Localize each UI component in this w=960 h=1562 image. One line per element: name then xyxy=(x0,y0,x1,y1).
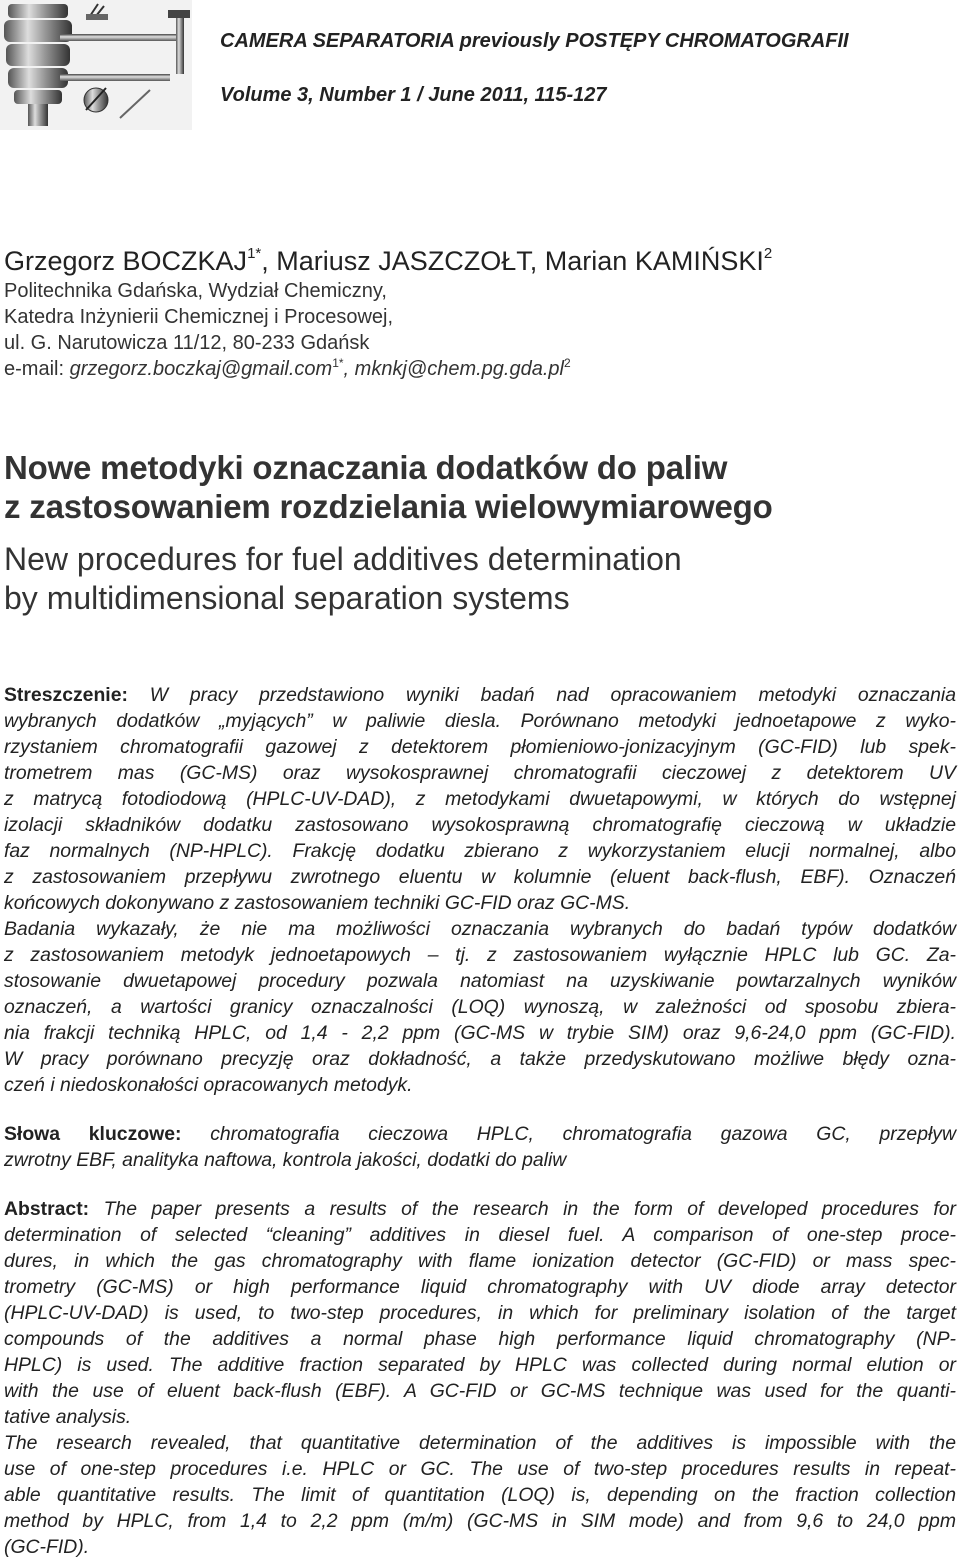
line-text: (HPLC-UV-DAD) is used, to two-step procedures, in which for preliminary isolation of the target xyxy=(4,1302,956,1324)
email-separator: , xyxy=(343,358,355,380)
line-text: compounds of the additives a normal phase high performance liquid chromatography (NP- xyxy=(4,1328,956,1350)
email-label: e-mail: xyxy=(4,358,70,380)
line-text: tative analysis. xyxy=(4,1406,132,1428)
paragraph-line xyxy=(4,1121,956,1147)
paragraph-line xyxy=(4,890,956,916)
email-sup: 1* xyxy=(332,356,344,370)
paragraph-line xyxy=(4,1020,956,1046)
paragraph-line xyxy=(4,708,956,734)
paragraph-line xyxy=(4,1430,956,1456)
title-line: New procedures for fuel additives determination xyxy=(4,541,682,577)
line-text: czeń i niedoskonałości opracowanych metodyk. xyxy=(4,1074,413,1096)
paragraph-line xyxy=(4,786,956,812)
authors-line xyxy=(4,244,954,278)
line-text: zwrotny EBF, analityka naftowa, kontrola jakości, dodatki do paliw xyxy=(4,1149,567,1171)
author-name: Grzegorz BOCZKAJ xyxy=(4,246,248,276)
paragraph-line xyxy=(4,1046,956,1072)
paragraph-line xyxy=(4,1274,956,1300)
line-text: (GC-FID). xyxy=(4,1536,90,1558)
line-text: chromatografia cieczowa HPLC, chromatografia gazowa GC, przepływ xyxy=(210,1123,956,1145)
title-english xyxy=(4,540,956,618)
line-text: nia frakcji techniką HPLC, od 1,4 - 2,2 ppm (GC-MS w trybie SIM) oraz 9,6-24,0 ppm (GC-FID). xyxy=(4,1022,956,1044)
paragraph-line xyxy=(4,1508,956,1534)
title-polish xyxy=(4,448,956,526)
title-line: Nowe metodyki oznaczania dodatków do paliw xyxy=(4,449,728,486)
email-line xyxy=(4,356,954,382)
affiliation-line: ul. G. Narutowicza 11/12, 80-233 Gdańsk xyxy=(4,332,370,354)
paragraph-line xyxy=(4,916,956,942)
line-text: wybranych dodatków „myjących” w paliwie diesla. Porównano metodyki jednoetapowe z wyko- xyxy=(4,710,956,732)
paragraph-line xyxy=(4,1196,956,1222)
paragraph-line xyxy=(4,1300,956,1326)
line-text: stosowanie dwuetapowej procedury pozwala natomiast na uzyskiwanie powtarzalnych wyników xyxy=(4,970,956,992)
paragraph-line xyxy=(4,1072,956,1098)
email-link[interactable]: grzegorz.boczkaj@gmail.com xyxy=(69,358,333,380)
line-text: izolacji składników dodatku zastosowano wysokosprawną chromatografię cieczową w układzie xyxy=(4,814,956,836)
paragraph-line xyxy=(4,812,956,838)
paragraph-line xyxy=(4,838,956,864)
line-text: determination of selected “cleaning” additives in diesel fuel. A comparison of one-step proce- xyxy=(4,1224,956,1246)
line-text: z zastosowaniem metodyk jednoetapowych – tj. z zastosowaniem wyłącznie HPLC lub GC. Za- xyxy=(4,944,956,966)
journal-name: CAMERA SEPARATORIA previously POSTĘPY CHROMATOGRAFII xyxy=(220,30,849,52)
journal-volume: Volume 3, Number 1 / June 2011, 115-127 xyxy=(220,84,607,106)
paragraph-line xyxy=(4,1456,956,1482)
line-text: able quantitative results. The limit of quantitation (LOQ) is, depending on the fraction collection xyxy=(4,1484,956,1506)
paragraph-line xyxy=(4,1147,956,1173)
line-text: oznaczeń, a wartości granicy oznaczalności (LOQ) wynoszą, w zależności od sposobu zbiera- xyxy=(4,996,956,1018)
abstract-section xyxy=(4,1196,956,1560)
affiliation-line: Katedra Inżynierii Chemicznej i Procesowej, xyxy=(4,306,394,328)
email-sup: 2 xyxy=(563,356,571,370)
author-names: , Mariusz JASZCZOŁT, Marian KAMIŃSKI xyxy=(261,246,764,276)
paragraph-line xyxy=(4,1482,956,1508)
author-block xyxy=(4,244,954,382)
title-line: by multidimensional separation systems xyxy=(4,580,570,616)
journal-logo xyxy=(0,0,192,130)
paragraph-line xyxy=(4,1534,956,1560)
paragraph-line xyxy=(4,942,956,968)
email-link[interactable]: mknkj@chem.pg.gda.pl xyxy=(354,358,564,380)
paragraph-line xyxy=(4,1352,956,1378)
line-text: The paper presents a results of the research in the form of developed procedures for xyxy=(103,1198,956,1220)
line-text: use of one-step procedures i.e. HPLC or GC. The use of two-step procedures results in repeat- xyxy=(4,1458,956,1480)
paragraph-line xyxy=(4,734,956,760)
affiliation-line: Politechnika Gdańska, Wydział Chemiczny, xyxy=(4,280,387,302)
section-label: Abstract: xyxy=(4,1198,104,1220)
paragraph-line xyxy=(4,1326,956,1352)
line-text: The research revealed, that quantitative determination of the additives is impossible with the xyxy=(4,1432,956,1454)
line-text: HPLC) is used. The additive fraction separated by HPLC was collected during normal elution or xyxy=(4,1354,956,1376)
line-text: trometry (GC-MS) or high performance liquid chromatography with UV diode array detector xyxy=(4,1276,956,1298)
line-text: dures, in which the gas chromatography with flame ionization detector (GC-FID) or mass spec- xyxy=(4,1250,956,1272)
section-label: Streszczenie: xyxy=(4,684,150,706)
streszczenie-section xyxy=(4,682,956,1098)
line-text: method by HPLC, from 1,4 to 2,2 ppm (m/m) (GC-MS in SIM mode) and from 9,6 to 24,0 ppm xyxy=(4,1510,956,1532)
paragraph-line xyxy=(4,682,956,708)
paragraph-line xyxy=(4,968,956,994)
line-text: trometrem mas (GC-MS) oraz wysokosprawnej chromatografii cieczowej z detektorem UV xyxy=(4,762,956,784)
paragraph-line xyxy=(4,1248,956,1274)
paragraph-line xyxy=(4,994,956,1020)
line-text: z zastosowaniem przepływu zwrotnego eluentu w kolumnie (eluent back-flush, EBF). Oznaczeń xyxy=(4,866,956,888)
line-text: końcowych dokonywano z zastosowaniem techniki GC-FID oraz GC-MS. xyxy=(4,892,631,914)
line-text: rzystaniem chromatografii gazowej z detektorem płomieniowo-jonizacyjnym (GC-FID) lub spek- xyxy=(4,736,956,758)
line-text: with the use of eluent back-flush (EBF). A GC-FID or GC-MS technique was used for the quanti- xyxy=(4,1380,956,1402)
paragraph-line xyxy=(4,864,956,890)
line-text: z matrycą fotodiodową (HPLC-UV-DAD), z metodykami dwuetapowymi, w których do wstępnej xyxy=(4,788,956,810)
paragraph-line xyxy=(4,760,956,786)
keywords-section xyxy=(4,1121,956,1173)
line-text: Badania wykazały, że nie ma możliwości oznaczania wybranych do badań typów dodatków xyxy=(4,918,956,940)
line-text: W pracy przedstawiono wyniki badań nad opracowaniem metodyki oznaczania xyxy=(149,684,956,706)
paragraph-line xyxy=(4,1404,956,1430)
line-text: W pracy porównano precyzję oraz dokładność, a także przedyskutowano możliwe błędy ozna- xyxy=(4,1048,956,1070)
author-sup: 2 xyxy=(763,245,773,262)
section-label: Słowa kluczowe: xyxy=(4,1123,211,1145)
author-sup: 1* xyxy=(247,245,262,262)
paragraph-line xyxy=(4,1378,956,1404)
line-text: faz normalnych (NP-HPLC). Frakcję dodatku zbierano z wykorzystaniem elucji normalnej, albo xyxy=(4,840,956,862)
paragraph-line xyxy=(4,1222,956,1248)
title-line: z zastosowaniem rozdzielania wielowymiarowego xyxy=(4,488,773,525)
